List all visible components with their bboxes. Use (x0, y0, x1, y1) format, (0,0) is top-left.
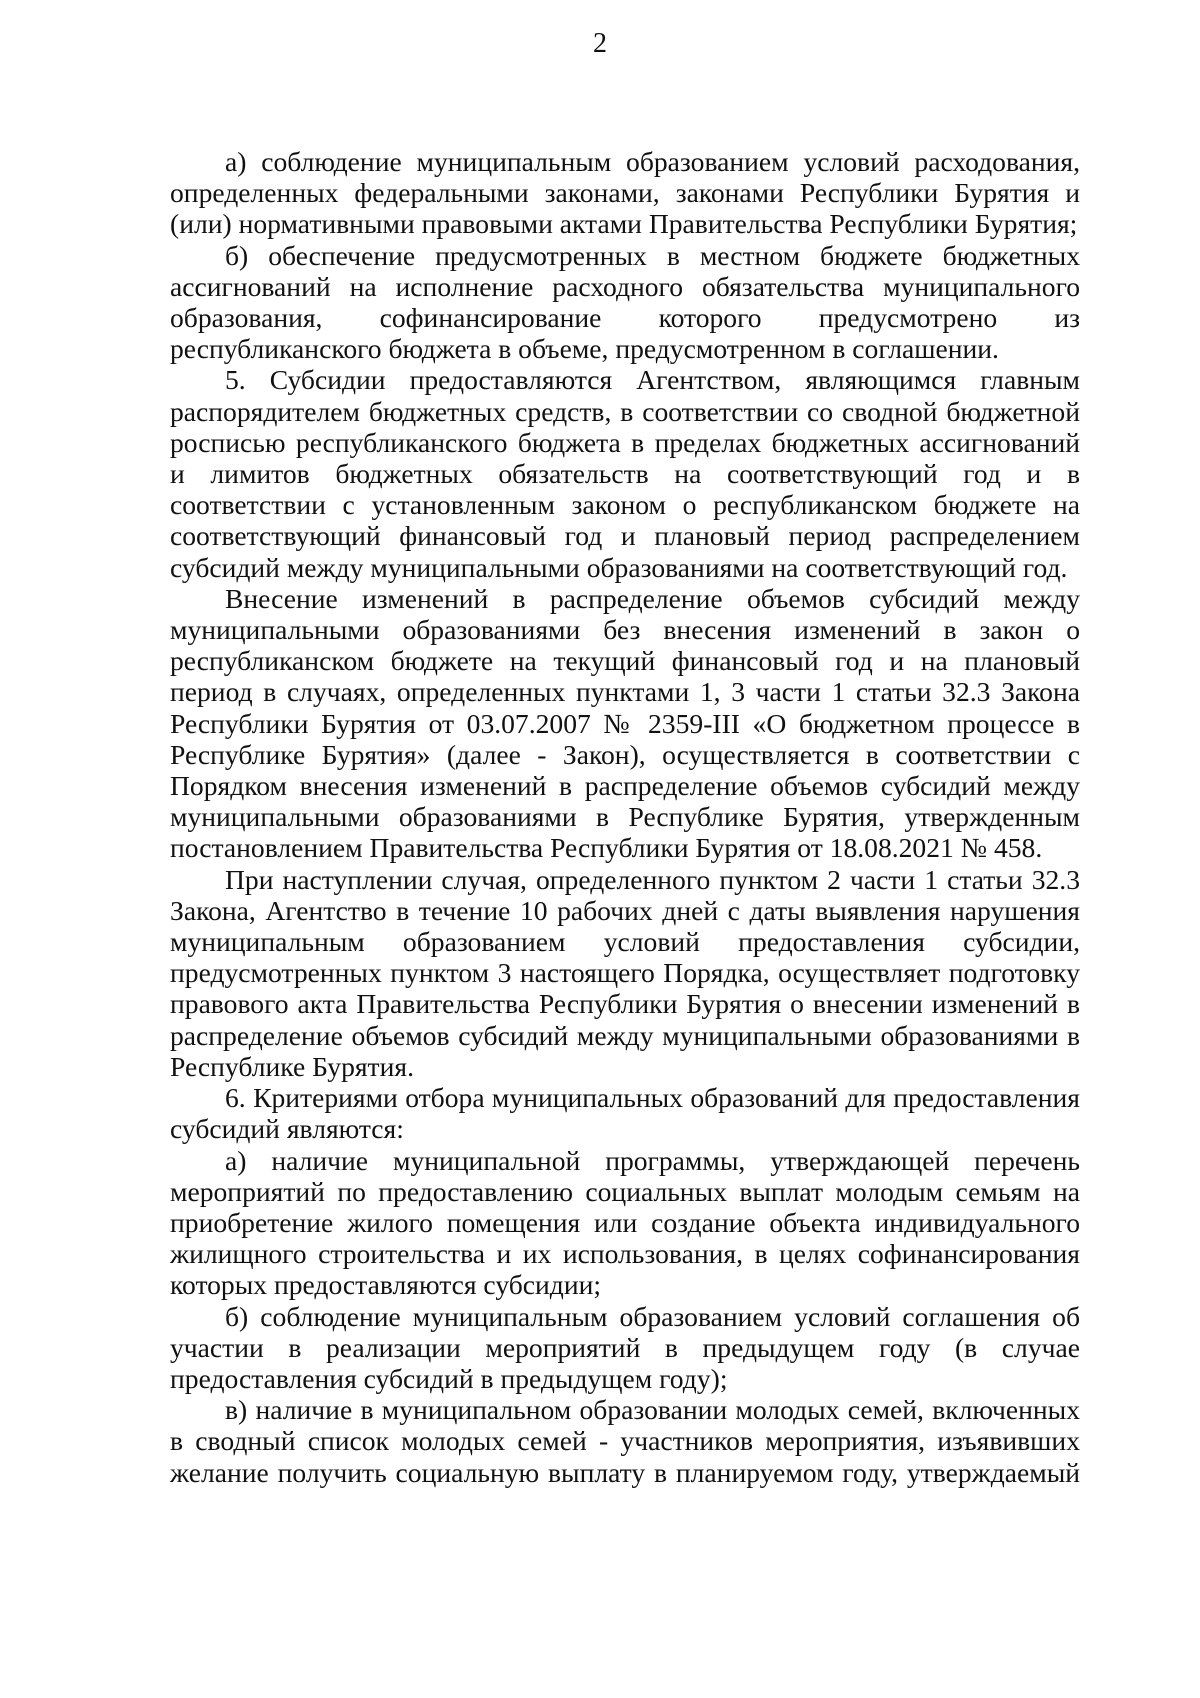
paragraph-criterion-b: б) соблюдение муниципальным образованием условий соглашения об участии в реализации мероприятий в предыдущем году (в случае предоставления субсидий в предыдущем году); (170, 1300, 1080, 1394)
paragraph-subpoint-b-allocations: б) обеспечение предусмотренных в местном бюджете бюджетных ассигнований на исполнение расходного обязательства муниципального образования, софинансирование которого предусмотрено из республиканского бюджета в объеме, предусмотренном в соглашении. (170, 239, 1080, 365)
paragraph-criterion-a: а) наличие муниципальной программы, утверждающей перечень мероприятий по предоставлению социальных выплат молодым семьям на приобретение жилого помещения или создание объекта индивидуального жилищного строительства и их использования, в целях софинансирования которых предоставляются субсидии; (170, 1144, 1080, 1301)
page-number: 2 (593, 28, 607, 59)
document-body (170, 146, 1080, 1488)
paragraph-point-6-criteria: 6. Критериями отбора муниципальных образований для предоставления субсидий являются: (170, 1082, 1080, 1145)
paragraph-violation-case: При наступлении случая, определенного пунктом 2 части 1 статьи 32.3 Закона, Агентство в течение 10 рабочих дней с даты выявления нарушения муниципальным образованием условий предоставления субсидии, предусмотренных пунктом 3 настоящего Порядка, осуществляет подготовку правового акта Правительства Республики Бурятия о внесении изменений в распределение объемов субсидий между муниципальными образованиями в Республике Бурятия. (170, 863, 1080, 1082)
paragraph-point-5: 5. Субсидии предоставляются Агентством, являющимся главным распорядителем бюджетных средств, в соответствии со сводной бюджетной росписью республиканского бюджета в пределах бюджетных ассигнований и лимитов бюджетных обязательств на соответствующий год и в соответствии с установленным законом о республиканском бюджете на соответствующий финансовый год и плановый период распределением субсидий между муниципальными образованиями на соответствующий год. (170, 364, 1080, 583)
paragraph-criterion-c: в) наличие в муниципальном образовании молодых семей, включенных в сводный список молодых семей - участников мероприятия, изъявивших желание получить социальную выплату в планируемом году, утверждаемый (170, 1394, 1080, 1488)
paragraph-distribution-changes: Внесение изменений в распределение объемов субсидий между муниципальными образованиями без внесения изменений в закон о республиканском бюджете на текущий финансовый год и на плановый период в случаях, определенных пунктами 1, 3 части 1 статьи 32.3 Закона Республики Бурятия от 03.07.2007 № 2359-III «О бюджетном процессе в Республике Бурятия» (далее - Закон), осуществляется в соответствии с Порядком внесения изменений в распределение объемов субсидий между муниципальными образованиями в Республике Бурятия, утвержденным постановлением Правительства Республики Бурятия от 18.08.2021 № 458. (170, 582, 1080, 864)
paragraph-subpoint-a-conditions: а) соблюдение муниципальным образованием условий расходования, определенных федеральными законами, законами Республики Бурятия и (или) нормативными правовыми актами Правительства Республики Бурятия; (170, 146, 1080, 240)
